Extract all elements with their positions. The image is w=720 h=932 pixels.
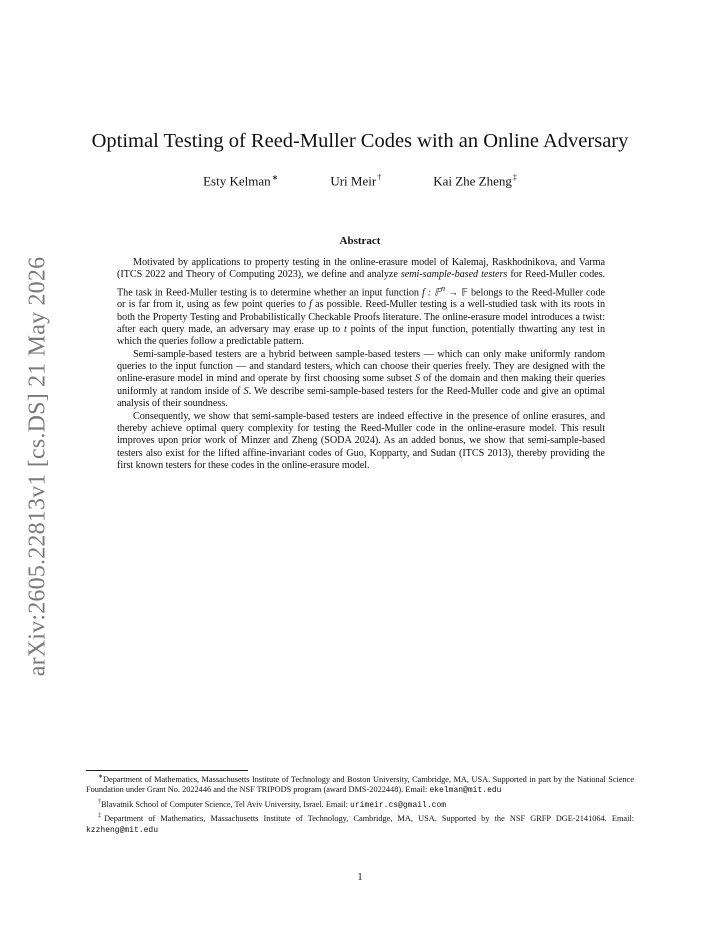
abstract-paragraph-3: Consequently, we show that semi-sample-based testers are indeed effective in the presence of online erasures, and thereby achieve optimal query complexity for testing the Reed-Muller code in the online-erasure model. This result improves upon prior work of Minzer and Zheng (SODA 2024). As an added bonus, we show that semi-sample-based testers also exist for the lifted affine-invariant codes of Guo, Kopparty, and Sudan (ITCS 2013), thereby providing the first known testers for these codes in the online-erasure model. xyxy=(117,410,605,471)
footnote-divider xyxy=(86,770,248,771)
abstract-paragraph-1 xyxy=(117,257,605,349)
emphasis-term: semi-sample-based testers xyxy=(400,269,508,281)
math-variable: t xyxy=(344,324,347,336)
footnote-kelman xyxy=(86,772,634,797)
footnote-mark: ∗ xyxy=(98,774,104,780)
author-name: Kai Zhe Zheng xyxy=(433,173,512,189)
text-run: → 𝔽 belongs to the Reed-Muller code or is far from it, using as few point queries to xyxy=(117,287,605,311)
author-footnote-mark: ∗ xyxy=(271,173,279,182)
math-variable: S xyxy=(243,385,249,397)
footnote-mark: ‡ xyxy=(98,813,105,820)
text-run: Semi-sample-based testers are a hybrid between sample-based testers — which can only make uniformly random queries to the input function — and standard testers, which can choose their queries freely. They are designed with the online-erasure model in mind and operate by first choosing some subset xyxy=(117,348,605,385)
math-expression: f : 𝔽 xyxy=(421,287,441,299)
math-variable: S xyxy=(415,373,421,385)
author-footnote-mark: ‡ xyxy=(512,173,517,182)
author-name: Uri Meir xyxy=(330,173,377,189)
footnote-text: Department of Mathematics, Massachusetts Institute of Technology and Boston University, Cambridge, MA, USA. Supported in part by the National Science Foundation under Grant No. 2022446 and the NSF TRIPODS program (award DMS-2022448). Email: xyxy=(86,774,634,795)
author-zheng xyxy=(433,173,517,189)
abstract-paragraph-2 xyxy=(117,349,605,411)
footnote-mark: † xyxy=(98,798,101,805)
text-run: points of the input function, potentially thwarting any test in which the queries follow a predictable pattern. xyxy=(117,324,605,348)
author-name: Esty Kelman xyxy=(203,173,271,189)
footnotes xyxy=(86,772,634,836)
text-run: . We describe semi-sample-based testers for the Reed-Muller code and give an optimal analysis of their soundness. xyxy=(117,385,606,410)
abstract-heading: Abstract xyxy=(339,235,381,247)
footnote-meir xyxy=(86,797,634,811)
text-run: for Reed-Muller codes. The task in Reed-Muller testing is to determine whether an input function xyxy=(117,269,605,299)
footnote-zheng xyxy=(86,811,634,836)
email-address: kzzheng@mit.edu xyxy=(86,825,159,835)
email-address: ekelman@mit.edu xyxy=(429,786,502,796)
footnote-text: Department of Mathematics, Massachusetts Institute of Technology, Cambridge, MA, USA. Supported by the NSF GRFP DGE-2141064. Email: xyxy=(104,814,635,824)
abstract-body xyxy=(117,257,605,472)
text-run: of the domain and then making their queries uniformly at random inside of xyxy=(117,373,605,397)
author-kelman xyxy=(203,173,278,189)
footnote-text: Blavatnik School of Computer Science, Tel Aviv University, Israel. Email: xyxy=(101,799,351,809)
math-superscript: n xyxy=(440,282,446,293)
arxiv-identifier: arXiv:2605.22813v1 [cs.DS] 21 May 2026 xyxy=(24,256,51,676)
author-footnote-mark: † xyxy=(377,173,382,182)
paper-title: Optimal Testing of Reed-Muller Codes with an Online Adversary xyxy=(91,130,629,152)
text-run: as possible. Reed-Muller testing is a well-studied task with its roots in both the Property Testing and Probabilistically Checkable Proofs literature. The online-erasure model introduces a twist: after each query made, an adversary may erase up to xyxy=(117,299,605,336)
author-meir xyxy=(330,173,381,189)
author-list xyxy=(0,173,720,189)
page-number: 1 xyxy=(357,872,363,883)
math-variable: f xyxy=(309,299,312,311)
email-address: urimeir.cs@gmail.com xyxy=(350,800,447,810)
text-run: Motivated by applications to property testing in the online-erasure model of Kalemaj, Raskhodnikova, and Varma (ITCS 2022 and Theory of Computing 2023), we define and analyze xyxy=(117,257,605,281)
arxiv-sidebar xyxy=(18,256,58,676)
